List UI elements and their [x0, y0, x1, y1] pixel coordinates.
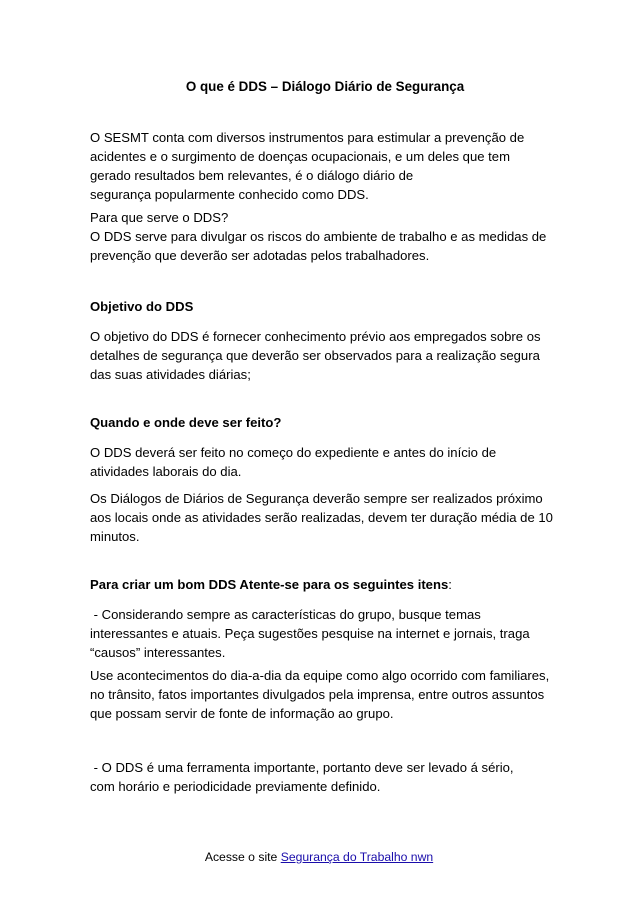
intro-line-2: acidentes e o surgimento de doenças ocupacionais, e um deles que tem	[90, 149, 510, 164]
objective-line-1: O objetivo do DDS é fornecer conhecimento prévio aos empregados sobre os	[90, 329, 541, 344]
tips-p1-line-1: - Considerando sempre as características do grupo, busque temas	[90, 607, 481, 622]
intro-line-3: gerado resultados bem relevantes, é o diálogo diário de	[90, 168, 414, 183]
tips-paragraph-1	[90, 605, 560, 662]
when-p2-line-2: aos locais onde as atividades serão realizadas, devem ter duração média de 10	[90, 510, 553, 525]
purpose-line-2: O DDS serve para divulgar os riscos do ambiente de trabalho e as medidas de	[90, 229, 547, 244]
purpose-line-3: prevenção que deverão ser adotadas pelos trabalhadores.	[90, 248, 430, 263]
purpose-paragraph	[90, 208, 560, 265]
tips-p3-line-2: com horário e periodicidade previamente definido.	[90, 779, 381, 794]
tips-p2-line-1: Use acontecimentos do dia-a-dia da equipe como algo ocorrido com familiares,	[90, 668, 550, 683]
when-p1-line-1: O DDS deverá ser feito no começo do expediente e antes do início de	[90, 445, 497, 460]
footer-site-link[interactable]: Segurança do Trabalho nwn	[280, 850, 434, 864]
when-heading-text: Quando e onde deve ser feito?	[90, 415, 282, 430]
tips-heading-text: Para criar um bom DDS Atente-se para os seguintes itens	[90, 577, 449, 592]
tips-paragraph-2	[90, 666, 560, 723]
objective-heading	[90, 297, 560, 316]
objective-line-3: das suas atividades diárias;	[90, 367, 251, 382]
objective-heading-text: Objetivo do DDS	[90, 299, 194, 314]
tips-heading	[90, 575, 560, 594]
tips-heading-suffix: :	[448, 577, 452, 592]
when-paragraph-1	[90, 443, 560, 481]
intro-paragraph	[90, 128, 560, 204]
intro-line-4: segurança popularmente conhecido como DDS.	[90, 187, 369, 202]
intro-line-1: O SESMT conta com diversos instrumentos para estimular a prevenção de	[90, 130, 525, 145]
objective-line-2: detalhes de segurança que deverão ser observados para a realização segura	[90, 348, 540, 363]
when-p1-line-2: atividades laborais do dia.	[90, 464, 242, 479]
document-title: O que é DDS – Diálogo Diário de Segurança	[185, 79, 465, 94]
tips-p1-line-3: “causos” interessantes.	[90, 645, 226, 660]
when-p2-line-3: minutos.	[90, 529, 140, 544]
purpose-line-1: Para que serve o DDS?	[90, 210, 229, 225]
when-p2-line-1: Os Diálogos de Diários de Segurança deverão sempre ser realizados próximo	[90, 491, 543, 506]
footer	[0, 849, 638, 865]
tips-p2-line-3: que possam servir de fonte de informação ao grupo.	[90, 706, 394, 721]
tips-paragraph-3	[90, 758, 560, 796]
objective-paragraph	[90, 327, 560, 384]
when-paragraph-2	[90, 489, 560, 546]
tips-p2-line-2: no trânsito, fatos importantes divulgados pela imprensa, entre outros assuntos	[90, 687, 545, 702]
footer-prefix: Acesse o site	[204, 850, 281, 864]
when-heading	[90, 413, 560, 432]
tips-p3-line-1: - O DDS é uma ferramenta importante, portanto deve ser levado á sério,	[90, 760, 514, 775]
tips-p1-line-2: interessantes e atuais. Peça sugestões pesquise na internet e jornais, traga	[90, 626, 530, 641]
